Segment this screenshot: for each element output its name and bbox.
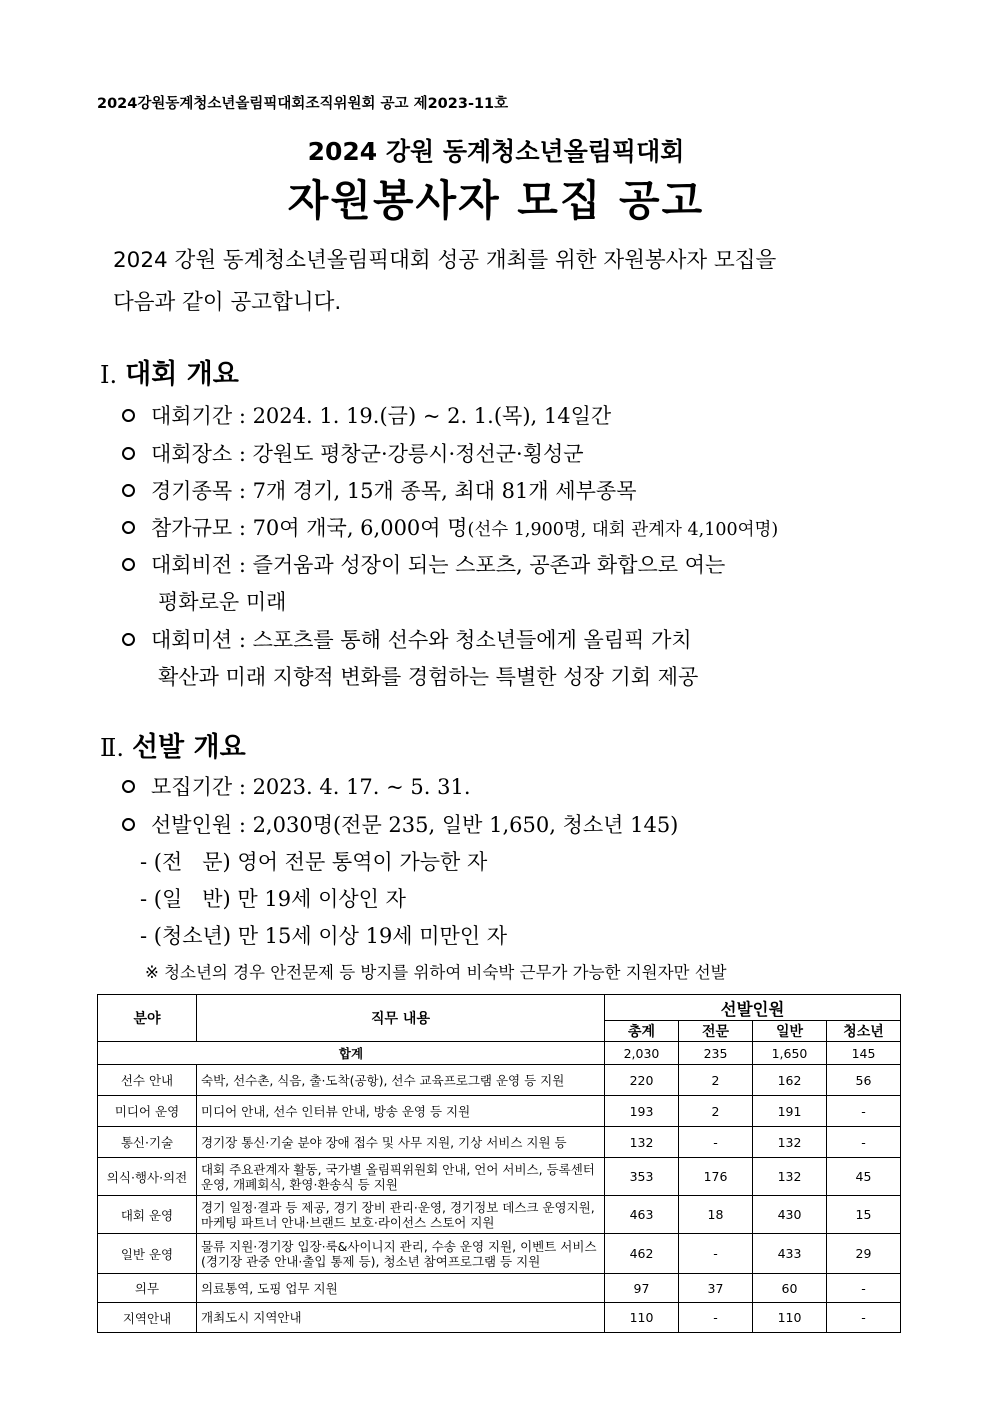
bullet-item: 대회장소 : 강원도 평창군·강릉시·정선군·횡성군 — [122, 438, 584, 468]
header-youth: 청소년 — [827, 1021, 901, 1042]
row-general: 132 — [753, 1158, 827, 1196]
document-title: 자원봉사자 모집 공고 — [287, 176, 705, 225]
row-duty: 경기장 통신·기술 분야 장애 접수 및 사무 지원, 기상 서비스 지원 등 — [197, 1127, 605, 1158]
table-row — [98, 1196, 901, 1234]
header-field: 분야 — [98, 995, 197, 1042]
bullet-item: 대회기간 : 2024. 1. 19.(금) ~ 2. 1.(목), 14일간 — [122, 400, 611, 430]
row-expert: 2 — [679, 1065, 753, 1096]
sum-total: 2,030 — [605, 1042, 679, 1065]
sum-label: 합계 — [98, 1042, 605, 1065]
row-total: 132 — [605, 1127, 679, 1158]
row-youth: - — [827, 1096, 901, 1127]
table-sum-row — [98, 1042, 901, 1065]
intro-line-2: 다음과 같이 공고합니다. — [113, 290, 342, 315]
row-youth: 15 — [827, 1196, 901, 1234]
bullet-item: 대회미션 : 스포츠를 통해 선수와 청소년들에게 올림픽 가치 — [122, 624, 692, 654]
header-duty: 직무 내용 — [197, 995, 605, 1042]
circle-bullet-icon — [122, 558, 135, 571]
row-youth: 29 — [827, 1234, 901, 1274]
row-field: 대회 운영 — [98, 1196, 197, 1234]
section-1-title: 대회 개요 — [125, 359, 239, 390]
row-youth: - — [827, 1303, 901, 1333]
eligibility-youth: - (청소년) 만 15세 이상 19세 미만인 자 — [140, 924, 508, 948]
document-subtitle: 2024 강원 동계청소년올림픽대회 — [307, 137, 685, 166]
row-general: 132 — [753, 1127, 827, 1158]
section-1-heading — [100, 352, 239, 391]
section-2-heading — [100, 725, 246, 764]
header-general: 일반 — [753, 1021, 827, 1042]
row-total: 463 — [605, 1196, 679, 1234]
row-total: 353 — [605, 1158, 679, 1196]
row-expert: 2 — [679, 1096, 753, 1127]
row-field: 의식·행사·의전 — [98, 1158, 197, 1196]
bullet-item: 참가규모 : 70여 개국, 6,000여 명(선수 1,900명, 대회 관계자 4,100여명) — [122, 512, 778, 542]
row-duty: 개최도시 지역안내 — [197, 1303, 605, 1333]
circle-bullet-icon — [122, 447, 135, 460]
row-general: 433 — [753, 1234, 827, 1274]
sum-expert: 235 — [679, 1042, 753, 1065]
row-field: 지역안내 — [98, 1303, 197, 1333]
table-row — [98, 1096, 901, 1127]
table-row — [98, 1274, 901, 1303]
circle-bullet-icon — [122, 633, 135, 646]
row-expert: 37 — [679, 1274, 753, 1303]
header-total: 총계 — [605, 1021, 679, 1042]
row-expert: 18 — [679, 1196, 753, 1234]
table-row — [98, 1065, 901, 1096]
row-general: 162 — [753, 1065, 827, 1096]
bullet-continuation: 확산과 미래 지향적 변화를 경험하는 특별한 성장 기회 제공 — [158, 665, 699, 689]
row-total: 462 — [605, 1234, 679, 1274]
table-row — [98, 1303, 901, 1333]
eligibility-expert: - (전 문) 영어 전문 통역이 가능한 자 — [140, 850, 488, 874]
row-general: 110 — [753, 1303, 827, 1333]
circle-bullet-icon — [122, 818, 135, 831]
volunteer-table — [97, 994, 901, 1333]
bullet-item: 경기종목 : 7개 경기, 15개 종목, 최대 81개 세부종목 — [122, 475, 637, 505]
row-duty: 미디어 안내, 선수 인터뷰 안내, 방송 운영 등 지원 — [197, 1096, 605, 1127]
row-youth: - — [827, 1274, 901, 1303]
row-general: 191 — [753, 1096, 827, 1127]
sum-general: 1,650 — [753, 1042, 827, 1065]
section-2-title: 선발 개요 — [131, 732, 246, 763]
row-expert: - — [679, 1303, 753, 1333]
table-header-row — [98, 995, 901, 1021]
intro-paragraph — [113, 240, 903, 324]
table-row — [98, 1234, 901, 1274]
sum-youth: 145 — [827, 1042, 901, 1065]
row-general: 430 — [753, 1196, 827, 1234]
row-field: 의무 — [98, 1274, 197, 1303]
row-total: 220 — [605, 1065, 679, 1096]
row-field: 통신·기술 — [98, 1127, 197, 1158]
row-field: 일반 운영 — [98, 1234, 197, 1274]
row-field: 미디어 운영 — [98, 1096, 197, 1127]
row-duty: 대회 주요관계자 활동, 국가별 올림픽위원회 안내, 언어 서비스, 등록센터 운영, 개폐회식, 환영·환송식 등 지원 — [197, 1158, 605, 1196]
circle-bullet-icon — [122, 780, 135, 793]
circle-bullet-icon — [122, 484, 135, 497]
bullet-item: 선발인원 : 2,030명(전문 235, 일반 1,650, 청소년 145) — [122, 809, 678, 839]
section-2-number: Ⅱ. — [100, 734, 124, 762]
table-row — [98, 1158, 901, 1196]
youth-note: ※ 청소년의 경우 안전문제 등 방지를 위하여 비숙박 근무가 가능한 지원자만 선발 — [145, 963, 727, 982]
row-total: 193 — [605, 1096, 679, 1127]
notice-number: 2024강원동계청소년올림픽대회조직위원회 공고 제2023-11호 — [97, 96, 509, 112]
bullet-item: 모집기간 : 2023. 4. 17. ~ 5. 31. — [122, 771, 471, 801]
row-duty: 숙박, 선수촌, 식음, 출·도착(공항), 선수 교육프로그램 운영 등 지원 — [197, 1065, 605, 1096]
row-duty: 물류 지원·경기장 입장·룩&사이니지 관리, 수송 운영 지원, 이벤트 서비스(경기장 관중 안내·출입 통제 등), 청소년 참여프로그램 등 지원 — [197, 1234, 605, 1274]
row-expert: 176 — [679, 1158, 753, 1196]
eligibility-general: - (일 반) 만 19세 이상인 자 — [140, 887, 406, 911]
header-expert: 전문 — [679, 1021, 753, 1042]
bullet-continuation: 평화로운 미래 — [158, 590, 287, 614]
row-duty: 의료통역, 도핑 업무 지원 — [197, 1274, 605, 1303]
table-row — [98, 1127, 901, 1158]
bullet-item: 대회비전 : 즐거움과 성장이 되는 스포츠, 공존과 화합으로 여는 — [122, 549, 725, 579]
header-selection: 선발인원 — [605, 995, 901, 1021]
row-youth: - — [827, 1127, 901, 1158]
row-total: 97 — [605, 1274, 679, 1303]
circle-bullet-icon — [122, 409, 135, 422]
row-youth: 45 — [827, 1158, 901, 1196]
row-youth: 56 — [827, 1065, 901, 1096]
row-expert: - — [679, 1234, 753, 1274]
section-1-number: Ⅰ. — [100, 361, 118, 389]
row-expert: - — [679, 1127, 753, 1158]
circle-bullet-icon — [122, 521, 135, 534]
row-general: 60 — [753, 1274, 827, 1303]
row-total: 110 — [605, 1303, 679, 1333]
row-duty: 경기 일정·결과 등 제공, 경기 장비 관리·운영, 경기정보 데스크 운영지원, 마케팅 파트너 안내·브랜드 보호·라이선스 스토어 지원 — [197, 1196, 605, 1234]
row-field: 선수 안내 — [98, 1065, 197, 1096]
intro-line-1: 2024 강원 동계청소년올림픽대회 성공 개최를 위한 자원봉사자 모집을 — [113, 248, 777, 273]
participant-breakdown: (선수 1,900명, 대회 관계자 4,100여명) — [467, 520, 779, 540]
